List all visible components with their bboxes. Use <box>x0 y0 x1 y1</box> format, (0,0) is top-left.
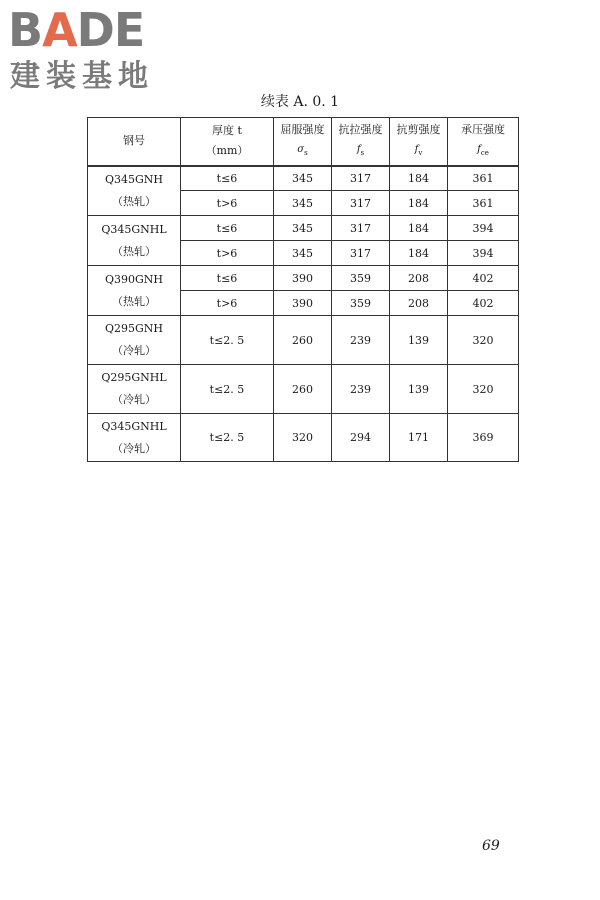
value-cell: 345 <box>274 216 332 241</box>
value-cell: 361 <box>448 166 519 191</box>
value-cell: 184 <box>390 241 448 266</box>
value-cell: 345 <box>274 241 332 266</box>
header-grade: 钢号 <box>88 118 181 166</box>
thickness-cell: t≤2. 5 <box>181 365 274 414</box>
value-cell: 208 <box>390 291 448 316</box>
thickness-cell: t≤6 <box>181 266 274 291</box>
thickness-cell: t>6 <box>181 191 274 216</box>
value-cell: 171 <box>390 414 448 462</box>
value-cell: 361 <box>448 191 519 216</box>
table-row <box>88 266 519 291</box>
value-cell: 317 <box>332 166 390 191</box>
value-cell: 317 <box>332 241 390 266</box>
header-shear-strength: 抗剪强度 $f_v$ <box>390 118 448 166</box>
value-cell: 139 <box>390 365 448 414</box>
value-cell: 402 <box>448 266 519 291</box>
value-cell: 320 <box>274 414 332 462</box>
table-row <box>88 216 519 241</box>
grade-cell: Q345GNH （热轧） <box>88 166 181 216</box>
value-cell: 320 <box>448 365 519 414</box>
header-yield-strength: 屈服强度 $\sigma_s$ <box>274 118 332 166</box>
table-caption: 续表 A. 0. 1 <box>260 94 340 110</box>
steel-strength-table <box>87 117 519 462</box>
header-tensile-strength: 抗拉强度 $f_s$ <box>332 118 390 166</box>
value-cell: 260 <box>274 316 332 365</box>
value-cell: 394 <box>448 241 519 266</box>
value-cell: 317 <box>332 191 390 216</box>
grade-cell: Q345GNHL （冷轧） <box>88 414 181 462</box>
value-cell: 184 <box>390 216 448 241</box>
value-cell: 260 <box>274 365 332 414</box>
grade-cell: Q295GNH （冷轧） <box>88 316 181 365</box>
thickness-cell: t≤2. 5 <box>181 414 274 462</box>
value-cell: 139 <box>390 316 448 365</box>
table-row <box>88 166 519 191</box>
page-number: 69 <box>482 838 500 854</box>
thickness-cell: t≤2. 5 <box>181 316 274 365</box>
grade-cell: Q390GNH （热轧） <box>88 266 181 316</box>
table-row <box>88 365 519 414</box>
value-cell: 390 <box>274 291 332 316</box>
value-cell: 317 <box>332 216 390 241</box>
thickness-cell: t≤6 <box>181 166 274 191</box>
table-row <box>88 316 519 365</box>
header-thickness: 厚度 t （mm） <box>181 118 274 166</box>
value-cell: 390 <box>274 266 332 291</box>
thickness-cell: t≤6 <box>181 216 274 241</box>
value-cell: 239 <box>332 316 390 365</box>
logo-wordmark: BADE <box>8 3 145 57</box>
value-cell: 359 <box>332 291 390 316</box>
table-header-row <box>88 118 519 166</box>
value-cell: 369 <box>448 414 519 462</box>
value-cell: 208 <box>390 266 448 291</box>
value-cell: 359 <box>332 266 390 291</box>
value-cell: 294 <box>332 414 390 462</box>
thickness-cell: t>6 <box>181 291 274 316</box>
brand-logo <box>8 4 178 96</box>
grade-cell: Q345GNHL （热轧） <box>88 216 181 266</box>
thickness-cell: t>6 <box>181 241 274 266</box>
value-cell: 345 <box>274 166 332 191</box>
value-cell: 394 <box>448 216 519 241</box>
value-cell: 320 <box>448 316 519 365</box>
value-cell: 402 <box>448 291 519 316</box>
grade-cell: Q295GNHL （冷轧） <box>88 365 181 414</box>
value-cell: 184 <box>390 191 448 216</box>
value-cell: 184 <box>390 166 448 191</box>
table-row <box>88 414 519 462</box>
header-bearing-strength: 承压强度 $f_{ce}$ <box>448 118 519 166</box>
value-cell: 345 <box>274 191 332 216</box>
value-cell: 239 <box>332 365 390 414</box>
logo-subtitle: 建装基地 <box>10 59 154 94</box>
